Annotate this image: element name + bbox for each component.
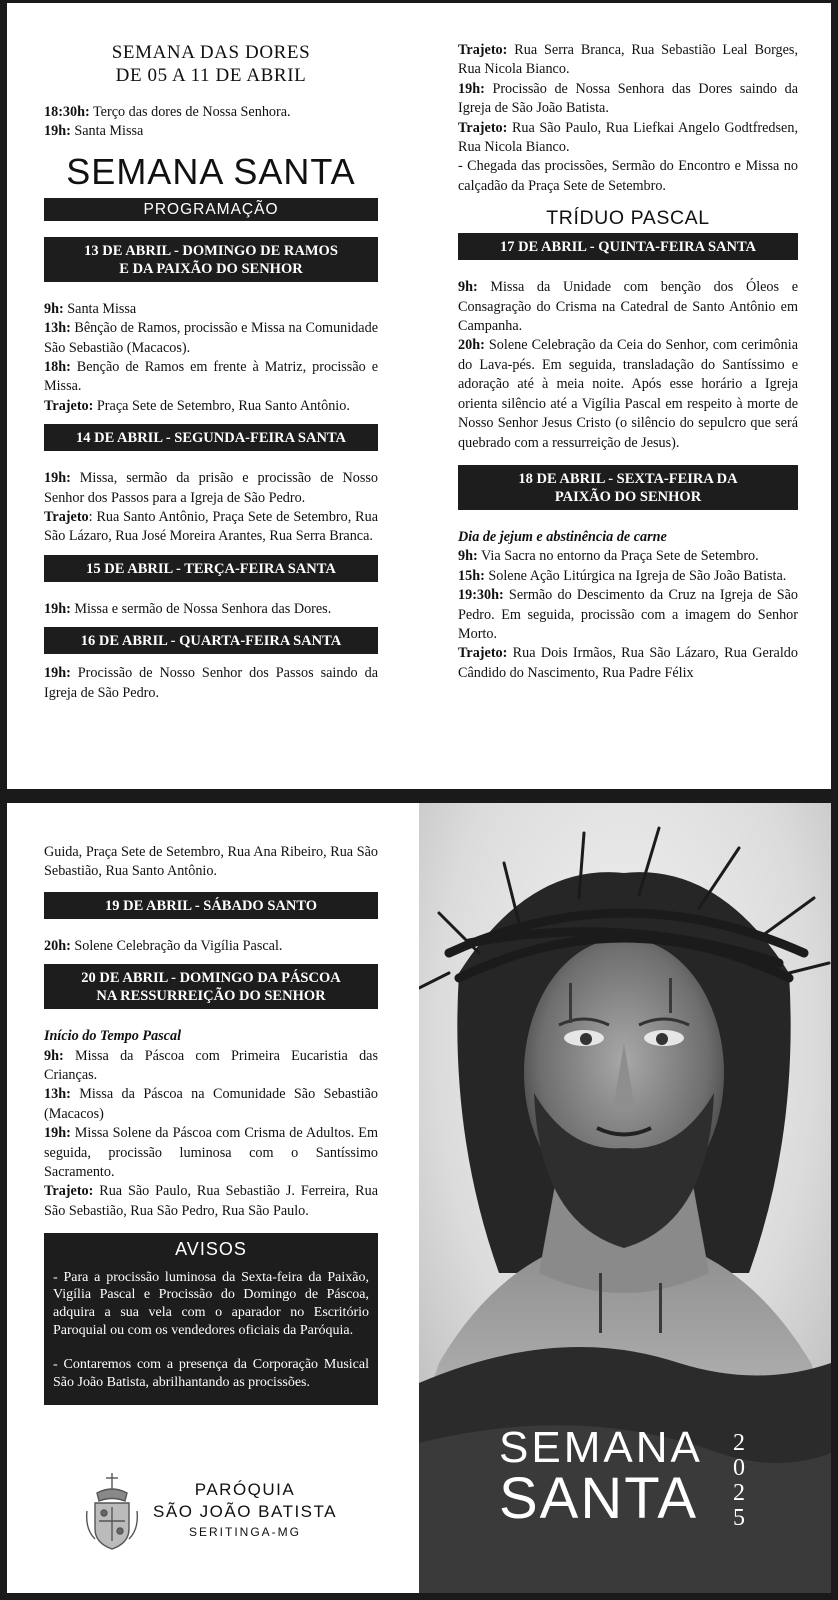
day-header-13-line1: 13 DE ABRIL - DOMINGO DE RAMOS	[84, 242, 338, 259]
schedule-time: 9h:	[44, 300, 64, 317]
semana-dores-title-line2: DE 05 A 11 DE ABRIL	[115, 65, 307, 86]
route-label: Trajeto:	[44, 1183, 94, 1200]
day-header-18	[458, 465, 798, 510]
tempo-pascal-note	[44, 1027, 378, 1046]
schedule-text: Sermão do Descimento da Cruz na Igreja de São Pedro. Em seguida, procissão com a imagem do Senhor Morto.	[458, 587, 798, 642]
schedule-item	[44, 1124, 378, 1182]
programacao-bar: PROGRAMAÇÃO	[44, 198, 378, 221]
route-item	[44, 397, 378, 416]
schedule-text: Via Sacra no entorno da Praça Sete de Setembro.	[477, 548, 759, 565]
parish-crest-icon	[83, 1471, 141, 1555]
day-header-19: 19 DE ABRIL - SÁBADO SANTO	[44, 892, 378, 919]
semana-dores-title	[44, 41, 378, 87]
dores-item-time: 19h:	[44, 123, 71, 140]
day-header-13	[44, 237, 378, 282]
chegada-text: - Chegada das procissões, Sermão do Encontro e Missa no calçadão da Praça Sete de Setembro.	[458, 158, 798, 194]
schedule-text: Missa da Páscoa na Comunidade São Sebastião (Macacos)	[44, 1086, 378, 1122]
schedule-time: 15h:	[458, 567, 485, 584]
schedule-text: Procissão de Nosso Senhor dos Passos saindo da Igreja de São Pedro.	[44, 665, 378, 701]
dores-item-text: Santa Missa	[70, 123, 144, 140]
schedule-item	[44, 358, 378, 397]
day-header-20-line1: 20 DE ABRIL - DOMINGO DA PÁSCOA	[81, 970, 341, 987]
route-label: Trajeto	[44, 509, 89, 526]
schedule-item	[44, 937, 378, 956]
schedule-text: Missa da Páscoa com Primeira Eucaristia das Crianças.	[44, 1047, 378, 1084]
tempo-pascal-note-text: Início do Tempo Pascal	[44, 1028, 182, 1045]
schedule-time: 19h:	[44, 1125, 71, 1142]
day-header-17: 17 DE ABRIL - QUINTA-FEIRA SANTA	[458, 233, 798, 260]
route-item	[44, 1182, 378, 1221]
avisos-title: AVISOS	[175, 1239, 247, 1260]
route-label: Trajeto:	[44, 397, 94, 414]
schedule-text: Solene Ação Litúrgica na Igreja de São João Batista.	[484, 567, 787, 584]
schedule-item	[44, 319, 378, 358]
aviso-item: - Contaremos com a presença da Corporação Musical São João Batista, abrilhantando as procissões.	[53, 1357, 369, 1390]
route-text: Rua São Paulo, Rua Sebastião J. Ferreira, Rua São Sebastião, Rua São Pedro, Rua São Paulo.	[44, 1183, 378, 1219]
route-label: Trajeto:	[458, 645, 508, 662]
route-text: Rua Dois Irmãos, Rua São Lázaro, Rua Geraldo Cândido do Nascimento, Rua Padre Félix	[458, 645, 798, 681]
schedule-text: Solene Celebração da Ceia do Senhor, com cerimônia do Lava-pés. Em seguida, transladação do Santíssimo e adoração até à meia noite. Após esse horário a Igreja orienta silêncio até a Vigília Pascal em respeito à morte de Nosso Senhor Jesus Cristo (o silêncio do sepulcro que será quebrado com a ressurreição de Jesus).	[458, 337, 798, 451]
schedule-time: 13h:	[44, 320, 71, 337]
triduo-title: TRÍDUO PASCAL	[546, 207, 710, 230]
parish-signature	[83, 1471, 383, 1551]
cover-title-line2: SANTA	[499, 1466, 699, 1531]
jejum-note	[458, 528, 798, 547]
schedule-item	[44, 1085, 378, 1124]
route-label: Trajeto:	[458, 42, 508, 58]
route-continuation: Guida, Praça Sete de Setembro, Rua Ana Ribeiro, Rua São Sebastião, Rua Santo Antônio.	[44, 844, 378, 880]
cover-year-digit: 2	[733, 1480, 745, 1506]
schedule-time: 19:30h:	[458, 587, 504, 604]
schedule-time: 20h:	[458, 337, 485, 354]
day-header-18-line1: 18 DE ABRIL - SEXTA-FEIRA DA	[518, 470, 738, 487]
schedule-text: Solene Celebração da Vigília Pascal.	[70, 937, 283, 954]
schedule-item	[44, 1047, 378, 1086]
route-text: Rua São Paulo, Rua Liefkai Angelo Godtfredsen, Rua Nicola Bianco.	[458, 119, 798, 156]
schedule-time: 18h:	[44, 359, 71, 376]
schedule-text: Bênção de Ramos, procissão e Missa na Comunidade São Sebastião (Macacos).	[44, 320, 378, 356]
route-text: : Rua Santo Antônio, Praça Sete de Setembro, Rua São Lázaro, Rua José Moreira Arantes, Rua Serra Branca.	[44, 509, 378, 545]
semana-dores-title-line1: SEMANA DAS DORES	[111, 42, 311, 63]
schedule-time: 19h:	[44, 665, 71, 682]
route-item	[44, 508, 378, 547]
schedule-text: Missa e sermão de Nossa Senhora das Dores.	[70, 600, 332, 617]
schedule-time: 19h:	[458, 80, 485, 97]
jejum-note-text: Dia de jejum e abstinência de carne	[458, 528, 667, 545]
day-header-13-line2: E DA PAIXÃO DO SENHOR	[119, 260, 303, 277]
schedule-time: 20h:	[44, 937, 71, 954]
schedule-text: Benção de Ramos em frente à Matriz, procissão e Missa.	[44, 359, 378, 395]
route-item	[458, 644, 798, 683]
day-header-20-line2: NA RESSURREIÇÃO DO SENHOR	[96, 988, 326, 1005]
dores-item	[44, 103, 378, 122]
schedule-item	[458, 567, 798, 586]
schedule-time: 19h:	[44, 600, 71, 617]
route-label: Trajeto:	[458, 119, 508, 136]
schedule-item	[44, 664, 378, 703]
cover-year-digit: 2	[733, 1430, 745, 1456]
avisos-box	[44, 1233, 378, 1405]
schedule-text: Santa Missa	[63, 300, 137, 317]
top-panel	[7, 3, 831, 789]
schedule-item	[458, 336, 798, 452]
schedule-item	[458, 586, 798, 644]
schedule-text: Missa da Unidade com benção dos Óleos e Consagração do Crisma na Catedral de Santo Antônio em Campanha.	[458, 279, 798, 335]
dores-item-time: 18:30h:	[44, 104, 90, 120]
schedule-time: 9h:	[44, 1047, 64, 1064]
column-1	[44, 41, 378, 703]
bottom-left-panel	[7, 803, 419, 1593]
schedule-time: 9h:	[458, 279, 478, 296]
semana-santa-title: SEMANA SANTA	[66, 150, 356, 192]
dores-item-text: Terço das dores de Nossa Senhora.	[89, 104, 291, 120]
day-header-20	[44, 964, 378, 1009]
schedule-item	[458, 278, 798, 336]
parish-name-line1: PARÓQUIA	[194, 1480, 296, 1499]
parish-name-line2: SÃO JOÃO BATISTA	[153, 1502, 337, 1521]
day-header-14: 14 DE ABRIL - SEGUNDA-FEIRA SANTA	[44, 424, 378, 451]
schedule-item	[458, 547, 798, 566]
route-item	[458, 119, 798, 158]
schedule-text: Procissão de Nossa Senhora das Dores saindo da Igreja de São João Batista.	[458, 80, 798, 117]
cover-year-digit: 0	[733, 1455, 745, 1481]
cover-year	[719, 1431, 759, 1531]
schedule-text: Missa, sermão da prisão e procissão de Nosso Senhor dos Passos para a Igreja de São Pedro.	[44, 470, 378, 506]
parish-location: SERITINGA-MG	[188, 1525, 301, 1539]
day-header-18-line2: PAIXÃO DO SENHOR	[554, 488, 702, 505]
schedule-time: 13h:	[44, 1086, 71, 1103]
dores-item	[44, 122, 378, 141]
schedule-item	[44, 469, 378, 508]
route-item	[458, 41, 798, 80]
route-text: Rua Serra Branca, Rua Sebastião Leal Borges, Rua Nicola Bianco.	[458, 42, 798, 78]
cover-year-digit: 5	[733, 1505, 745, 1531]
day-header-16: 16 DE ABRIL - QUARTA-FEIRA SANTA	[44, 627, 378, 654]
column-3	[44, 843, 378, 1405]
parish-name	[145, 1479, 345, 1541]
cover-panel	[419, 803, 831, 1593]
route-text: Praça Sete de Setembro, Rua Santo Antônio.	[93, 397, 350, 414]
column-2	[458, 41, 798, 683]
schedule-item	[44, 600, 378, 619]
schedule-time: 9h:	[458, 548, 478, 565]
cover-title-line1: SEMANA	[499, 1423, 703, 1472]
schedule-item	[44, 300, 378, 319]
aviso-item: - Para a procissão luminosa da Sexta-feira da Paixão, Vigília Pascal e Procissão do Domingo de Páscoa, adquira a sua vela com o aparador no Escritório Paroquial ou com os vendedores oficiais da Paróquia.	[53, 1269, 369, 1338]
schedule-text: Missa Solene da Páscoa com Crisma de Adultos. Em seguida, procissão luminosa com o Santíssimo Sacramento.	[44, 1125, 378, 1181]
schedule-item	[458, 80, 798, 119]
schedule-time: 19h:	[44, 470, 71, 487]
day-header-15: 15 DE ABRIL - TERÇA-FEIRA SANTA	[44, 555, 378, 582]
